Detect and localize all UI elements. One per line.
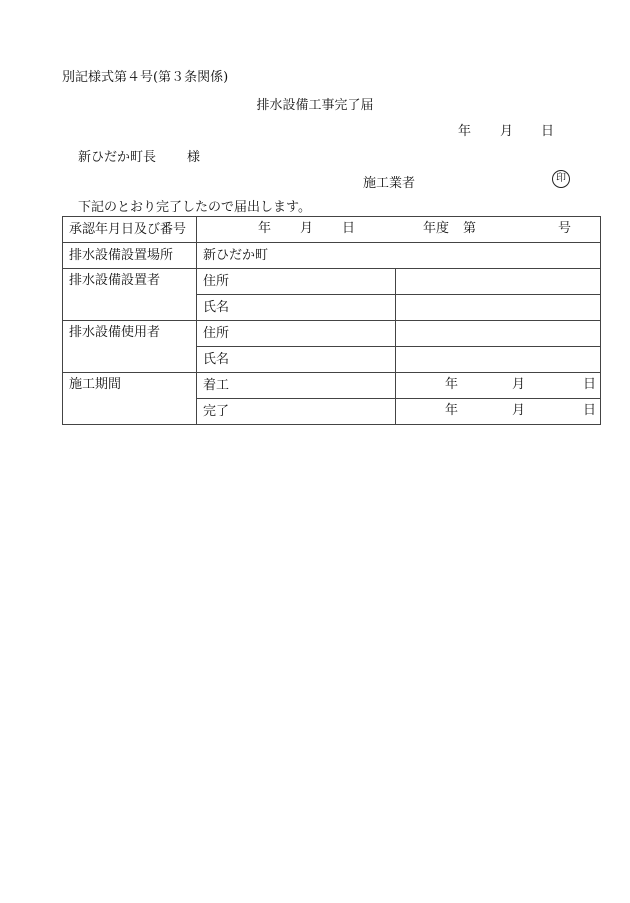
end-month-label: 月: [512, 403, 526, 418]
start-day-label: 日: [583, 377, 597, 392]
date-year-label: 年: [458, 124, 472, 139]
user-name-label: 氏名: [197, 347, 396, 373]
user-name-field[interactable]: [396, 347, 601, 373]
period-end-date-field[interactable]: [396, 399, 601, 425]
date-month-label: 月: [500, 124, 514, 139]
completion-form-table: [62, 216, 601, 425]
location-label: 排水設備設置場所: [63, 243, 197, 269]
approval-label: 承認年月日及び番号: [63, 217, 197, 243]
location-row: [63, 243, 601, 269]
user-address-label: 住所: [197, 321, 396, 347]
approval-field[interactable]: [197, 217, 601, 243]
user-address-field[interactable]: [396, 321, 601, 347]
installer-address-label: 住所: [197, 269, 396, 295]
location-field[interactable]: 新ひだか町: [197, 243, 601, 269]
start-year-label: 年: [445, 377, 459, 392]
approval-day-label: 日: [342, 221, 356, 236]
document-title: 排水設備工事完了届: [256, 98, 374, 113]
installer-name-field[interactable]: [396, 295, 601, 321]
period-start-row: [63, 373, 601, 399]
user-label: 排水設備使用者: [63, 321, 197, 373]
recipient: 新ひだか町長: [78, 150, 157, 165]
approval-month-label: 月: [300, 221, 314, 236]
intro-text: 下記のとおり完了したので届出します。: [78, 200, 311, 215]
period-end-label: 完了: [197, 399, 396, 425]
date-day-label: 日: [541, 124, 555, 139]
installer-address-row: [63, 269, 601, 295]
user-address-row: [63, 321, 601, 347]
installer-name-label: 氏名: [197, 295, 396, 321]
start-month-label: 月: [512, 377, 526, 392]
contractor-label: 施工業者: [363, 176, 416, 191]
end-day-label: 日: [583, 403, 597, 418]
approval-row: [63, 217, 601, 243]
seal-mark: 印: [552, 170, 570, 188]
recipient-suffix: 様: [187, 150, 201, 165]
approval-fiscal-year-label: 年度: [423, 221, 450, 236]
period-start-date-field[interactable]: [396, 373, 601, 399]
period-start-label: 着工: [197, 373, 396, 399]
form-number: 別記様式第４号(第３条関係): [62, 70, 229, 85]
approval-no-prefix: 第: [463, 221, 477, 236]
approval-no-suffix: 号: [558, 221, 572, 236]
end-year-label: 年: [445, 403, 459, 418]
approval-year-label: 年: [258, 221, 272, 236]
period-label: 施工期間: [63, 373, 197, 425]
installer-address-field[interactable]: [396, 269, 601, 295]
installer-label: 排水設備設置者: [63, 269, 197, 321]
